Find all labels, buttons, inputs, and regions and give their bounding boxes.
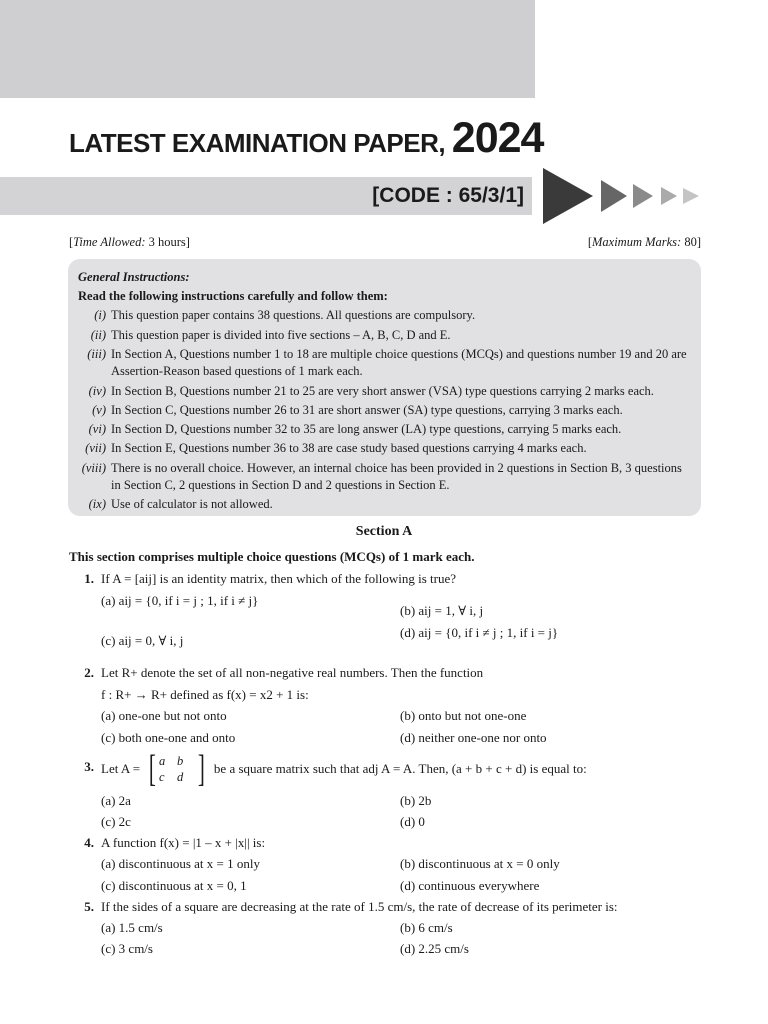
instruction-item: (iii) In Section A, Questions number 1 to 18 are multiple choice questions (MCQs) and questions number 19 and 20 are Assertion-Reason based questions of 1 mark each. [87, 347, 687, 379]
instruction-item: (vii) In Section E, Questions number 36 to 38 are case study based questions carrying 4 marks each. [85, 441, 587, 456]
instruction-item: (iv) In Section B, Questions number 21 to 25 are very short answer (VSA) type questions carrying 2 marks each. [88, 383, 654, 398]
option-1b: (b) aij = 1, ∀ i, j [400, 603, 484, 618]
general-instructions [68, 259, 701, 516]
option-2c: (c) both one-one and onto [101, 730, 236, 745]
option-4a: (a) discontinuous at x = 1 only [101, 856, 260, 871]
instructions-heading: General Instructions: [78, 270, 190, 284]
time-marks-row [69, 235, 701, 250]
option-4b: (b) discontinuous at x = 0 only [400, 856, 560, 871]
instruction-item: (ii) This question paper is divided into five sections – A, B, C, D and E. [90, 327, 451, 342]
instruction-item: (v) In Section C, Questions number 26 to 31 are short answer (SA) type questions, carrying 3 marks each. [92, 402, 623, 417]
instruction-item: (ix) Use of calculator is not allowed. [88, 497, 273, 512]
option-5c: (c) 3 cm/s [101, 941, 153, 956]
question-3: 3. Let A = [ a b c d ] be a square matrix such that adj A = A. Then, (a + b + c + d) is equal to: [84, 748, 587, 790]
option-2a: (a) one-one but not onto [101, 708, 227, 723]
arrow-decoration-icon [543, 166, 703, 226]
header-band [0, 0, 535, 98]
option-3c: (c) 2c [101, 814, 131, 829]
paper-code: [CODE : 65/3/1] [372, 184, 524, 207]
instructions-subheading: Read the following instructions carefully and follow them: [78, 289, 388, 304]
option-1c: (c) aij = 0, ∀ i, j [101, 633, 184, 648]
option-2d: (d) neither one-one nor onto [400, 730, 547, 745]
option-4d: (d) continuous everywhere [400, 878, 540, 893]
option-3d: (d) 0 [400, 814, 425, 829]
option-5b: (b) 6 cm/s [400, 920, 453, 935]
maximum-marks: [Maximum Marks: 80] [587, 235, 701, 249]
instruction-item: (i) This question paper contains 38 questions. All questions are compulsory. [94, 308, 476, 323]
instruction-item: (viii) There is no overall choice. However, an internal choice has been provided in 2 questions in Section B, 3 questions in Section C, 2 questions in Section D and 2 questions in Section E. [81, 460, 682, 493]
section-intro: This section comprises multiple choice questions (MCQs) of 1 mark each. [69, 549, 475, 564]
option-5a: (a) 1.5 cm/s [101, 920, 163, 935]
option-4c: (c) discontinuous at x = 0, 1 [101, 878, 247, 893]
matrix-abcd: [ a b c d ] [149, 748, 205, 790]
option-1d: (d) aij = {0, if i ≠ j ; 1, if i = j} [400, 625, 559, 640]
section-title: Section A [355, 524, 413, 539]
option-3b: (b) 2b [400, 793, 432, 808]
option-5d: (d) 2.25 cm/s [400, 941, 469, 956]
page-title: LATEST EXAMINATION PAPER, 2024 [69, 114, 544, 162]
time-allowed: [Time Allowed: 3 hours] [69, 235, 190, 249]
option-1a: (a) aij = {0, if i = j ; 1, if i ≠ j} [101, 593, 259, 608]
instruction-item: (vi) In Section D, Questions number 32 to 35 are long answer (LA) type questions, carrying 5 marks each. [88, 422, 622, 437]
option-3a: (a) 2a [101, 793, 131, 808]
option-2b: (b) onto but not one-one [400, 708, 527, 723]
